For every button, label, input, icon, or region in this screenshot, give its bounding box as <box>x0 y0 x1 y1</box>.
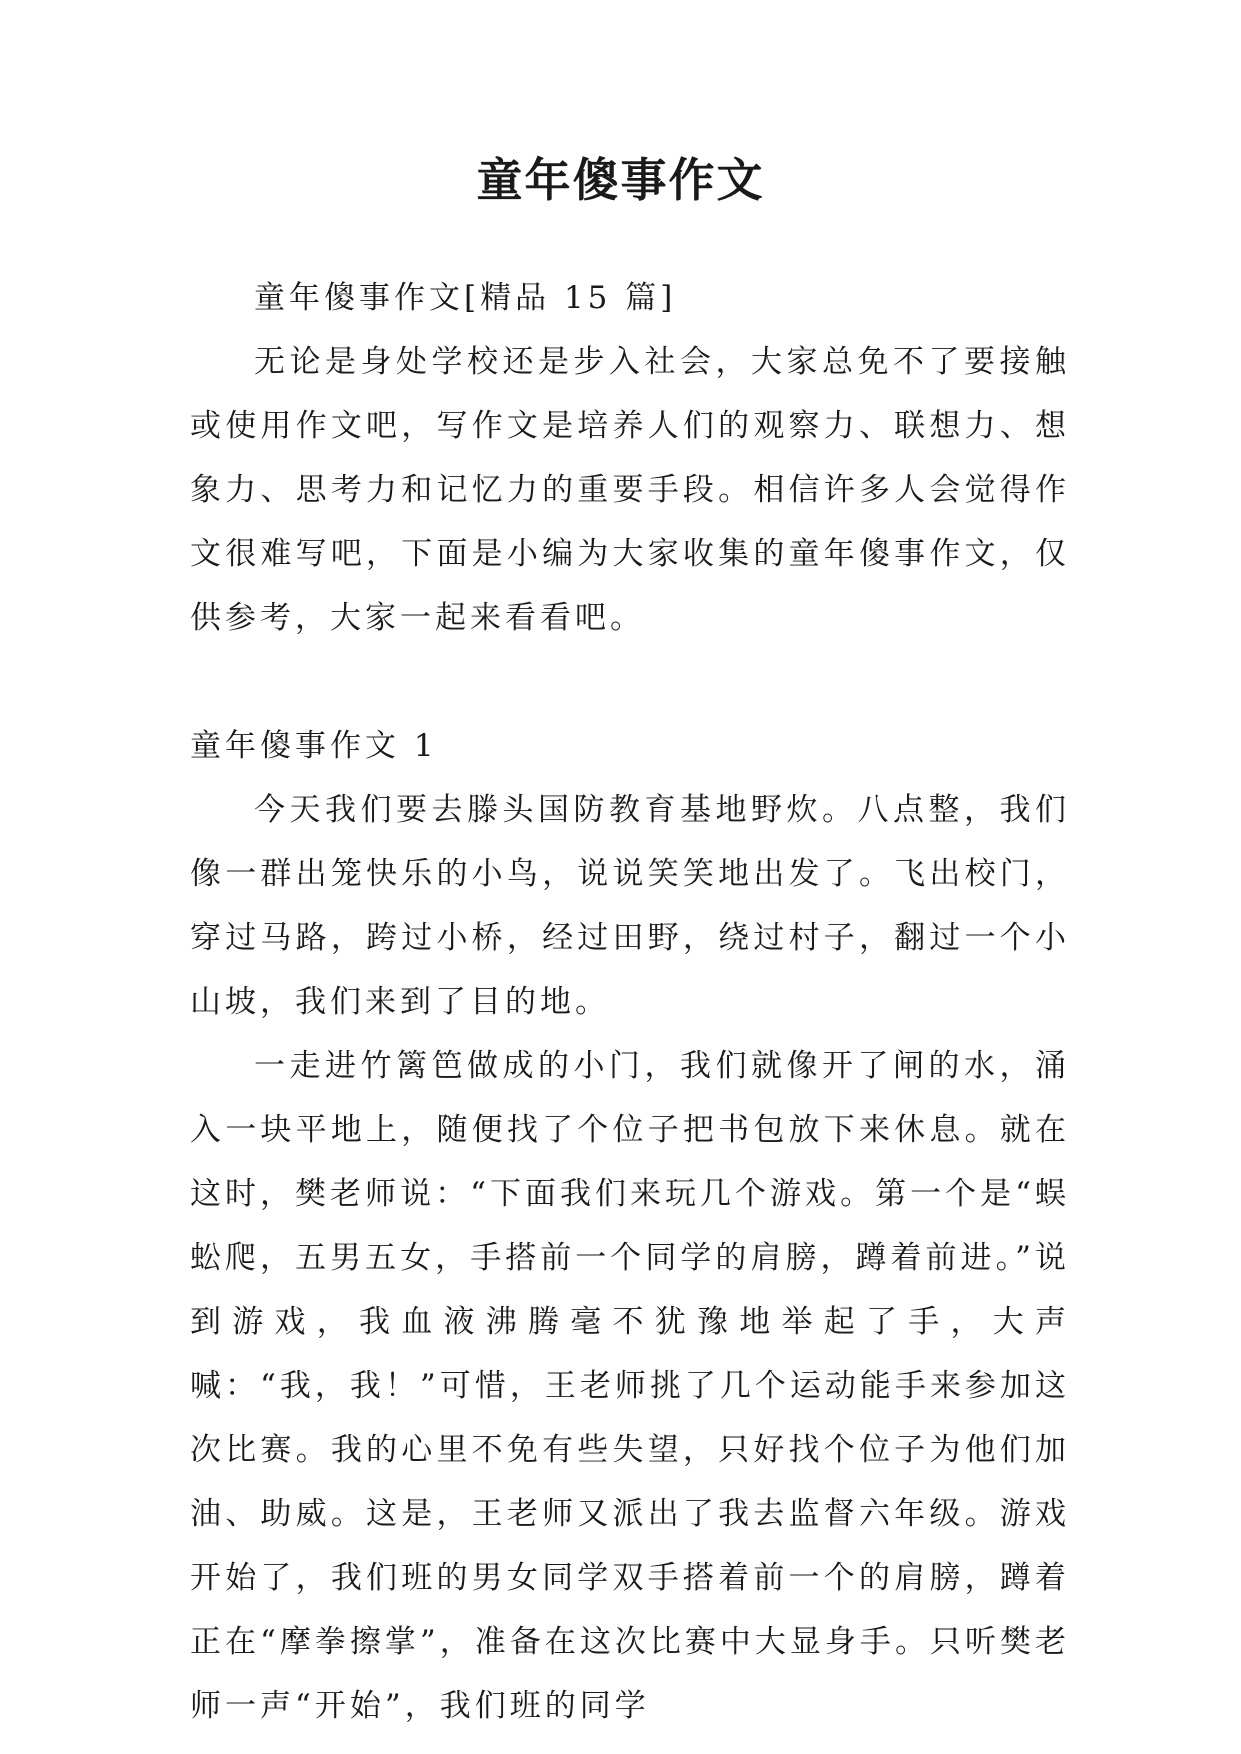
document-subtitle: 童年傻事作文[精品 15 篇] <box>254 280 677 316</box>
document-title: 童年傻事作文 <box>476 153 765 207</box>
intro-paragraph: 无论是身处学校还是步入社会，大家总免不了要接触或使用作文吧，写作文是培养人们的观察力、联想力、想象力、思考力和记忆力的重要手段。相信许多人会觉得作文很难写吧，下面是小编为大家收集的童年傻事作文，仅供参考，大家一起来看看吧。 <box>190 344 1070 636</box>
body-paragraph: 今天我们要去滕头国防教育基地野炊。八点整，我们像一群出笼快乐的小鸟，说说笑笑地出发了。飞出校门，穿过马路，跨过小桥，经过田野，绕过村子，翻过一个小山坡，我们来到了目的地。 <box>190 792 1070 1020</box>
document-body <box>190 266 1070 1738</box>
body-paragraph: 一走进竹篱笆做成的小门，我们就像开了闸的水，涌入一块平地上，随便找了个位子把书包放下来休息。就在这时，樊老师说：“下面我们来玩几个游戏。第一个是“蜈蚣爬，五男五女，手搭前一个同学的肩膀，蹲着前进。”说到游戏，我血液沸腾毫不犹豫地举起了手，大声喊：“我，我！”可惜，王老师挑了几个运动能手来参加这次比赛。我的心里不免有些失望，只好找个位子为他们加油、助威。这是，王老师又派出了我去监督六年级。游戏开始了，我们班的男女同学双手搭着前一个的肩膀，蹲着正在“摩拳擦掌”，准备在这次比赛中大显身手。只听樊老师一声“开始”，我们班的同学 <box>190 1048 1070 1724</box>
section-heading: 童年傻事作文 1 <box>190 728 438 764</box>
